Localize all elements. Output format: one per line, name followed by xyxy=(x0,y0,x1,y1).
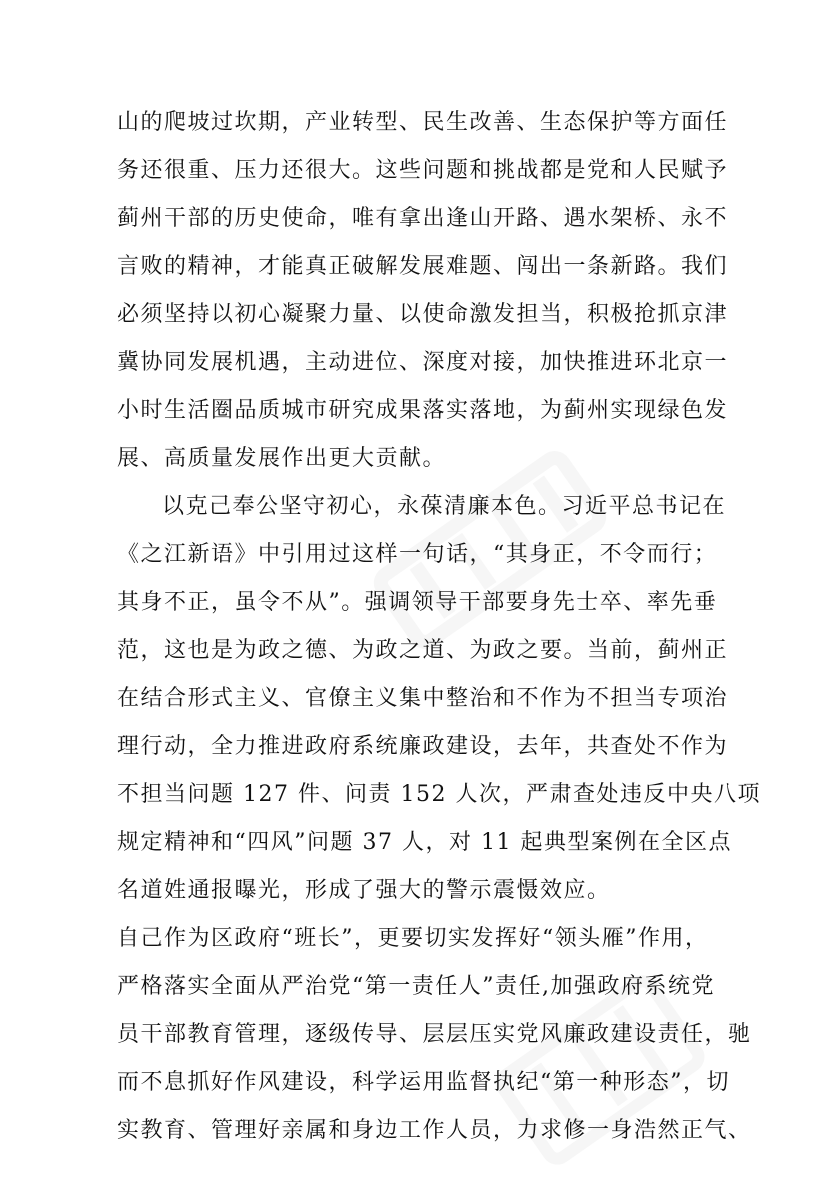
text-line-6: 冀协同发展机遇，主动进位、深度对接，加快推进环北京一 xyxy=(117,350,729,375)
text-line-17: 名道姓通报曝光，形成了强大的警示震慑效应。 xyxy=(117,878,611,903)
text-line-21: 而不息抓好作风建设，科学运用监督执纪“第一种形态”，切 xyxy=(117,1070,730,1095)
text-line-1: 山的爬坡过坎期，产业转型、民生改善、生态保护等方面任 xyxy=(117,110,729,135)
text-line-16: 规定精神和“四风”问题 37 人，对 11 起典型案例在全区点 xyxy=(117,830,732,855)
text-line-7: 小时生活圈品质城市研究成果落实落地，为蓟州实现绿色发 xyxy=(117,398,729,423)
text-line-14: 理行动，全力推进政府系统廉政建设，去年，共查处不作为 xyxy=(117,734,729,759)
text-line-15: 不担当问题 127 件、问责 152 人次，严肃查处违反中央八项 xyxy=(117,782,761,807)
text-line-13: 在结合形式主义、官僚主义集中整治和不作为不担当专项治 xyxy=(117,686,729,711)
text-line-4: 言败的精神，才能真正破解发展难题、闯出一条新路。我们 xyxy=(117,254,729,279)
text-line-2: 务还很重、压力还很大。这些问题和挑战都是党和人民赋予 xyxy=(117,158,729,183)
paragraph-first-line: 以克己奉公坚守初心，永葆清廉本色。习近平总书记在 xyxy=(162,494,727,519)
text-line-22: 实教育、管理好亲属和身边工作人员，力求修一身浩然正气、 xyxy=(117,1118,752,1143)
text-line-5: 必须坚持以初心凝聚力量、以使命激发担当，积极抢抓京津 xyxy=(117,302,729,327)
text-line-20: 员干部教育管理，逐级传导、层层压实党风廉政建设责任，驰 xyxy=(117,1022,752,1047)
text-line-3: 蓟州干部的历史使命，唯有拿出逢山开路、遇水架桥、永不 xyxy=(117,206,729,231)
text-line-10: 《之江新语》中引用过这样一句话，“其身正，不令而行； xyxy=(117,542,718,567)
text-line-18: 自己作为区政府“班长”，更要切实发挥好“领头雁”作用， xyxy=(117,926,709,951)
text-line-12: 范，这也是为政之德、为政之道、为政之要。当前，蓟州正 xyxy=(117,638,729,663)
text-line-8: 展、高质量发展作出更大贡献。 xyxy=(117,446,447,471)
text-line-19: 严格落实全面从严治党“第一责任人”责任,加强政府系统党 xyxy=(117,974,715,999)
text-line-11: 其身不正，虽令不从”。强调领导干部要身先士卒、率先垂 xyxy=(117,590,718,615)
